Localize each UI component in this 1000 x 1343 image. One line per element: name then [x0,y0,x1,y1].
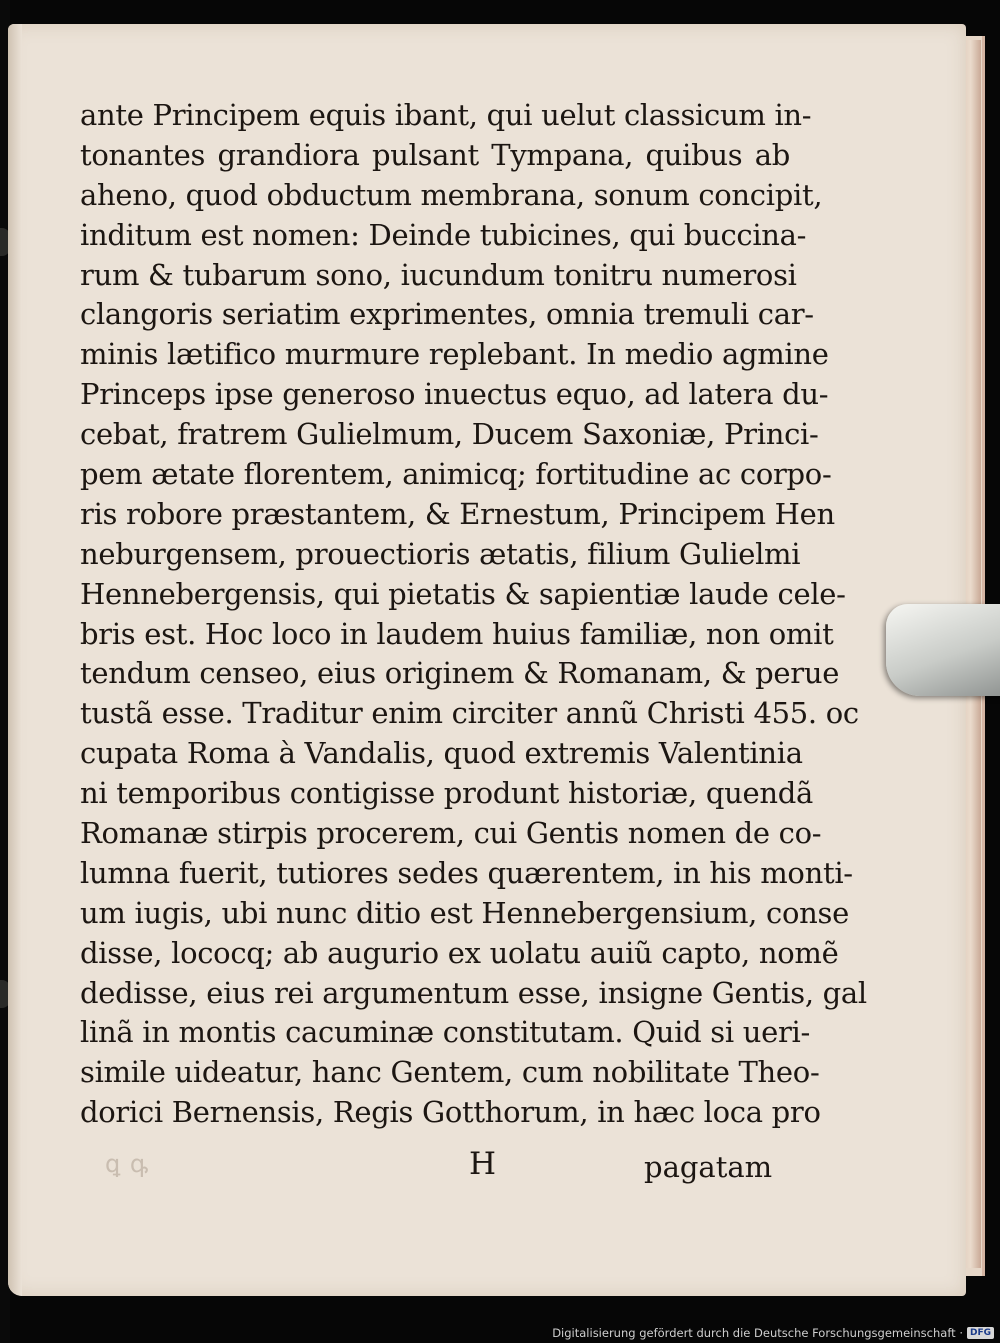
footer-text: Digitalisierung gefördert durch die Deutsche Forschungsgemeinschaft · [552,1326,963,1340]
text-line: Romanæ stirpis procerem, cui Gentis nomen de co‑ [80,816,822,851]
text-line: cupata Roma à Vandalis, quod extremis Valentinia [80,736,803,771]
text-line: tendum censeo, eius originem & Romanam, & perue [80,656,840,691]
dfg-logo-icon: DFG [967,1327,994,1339]
text-line: tustã esse. Traditur enim circiter annũ Christi 455. oc [80,696,859,731]
text-line: aheno, quod obductum membrana, sonum concipit, [80,177,823,212]
text-line: minis lætifico murmure replebant. In medio agmine [80,337,829,372]
catchword: pagatam [644,1150,773,1184]
text-line: neburgensem, prouectioris ætatis, filium Gulielmi [80,536,801,571]
text-line: linã in montis cacuminæ constitutam. Quid si ueri‑ [80,1015,811,1050]
text-line: cebat, fratrem Gulielmum, Ducem Saxoniæ, Princi‑ [80,417,819,452]
show-through-text: ꝓ ꝑ [104,1150,149,1178]
text-line: ante Principem equis ibant, qui uelut classicum in‑ [80,98,812,132]
text-line: pem ætate florentem, animicq; fortitudine ac corpo‑ [80,457,832,492]
text-line: ni temporibus contigisse produnt historiæ, quendã [80,776,813,811]
text-line: bris est. Hoc loco in laudem huius familiæ, non omit [80,616,834,651]
text-line: um iugis, ubi nunc ditio est Hennebergensium, conse [80,895,849,930]
text-block [80,96,867,1133]
text-line: tonantes grandiora pulsant Tympana, quibus ab [80,137,790,172]
text-line: dedisse, eius rei argumentum esse, insigne Gentis, gal [80,975,867,1010]
page-clip-tab [886,604,1000,696]
text-line: Princeps ipse generoso inuectus equo, ad latera du‑ [80,377,829,412]
text-line: dorici Bernensis, Regis Gotthorum, in hæc loca pro [80,1095,821,1130]
text-line: ris robore præstantem, & Ernestum, Principem Hen [80,496,835,531]
book-page [8,24,966,1296]
text-line: inditum est nomen: Deinde tubicines, qui buccina‑ [80,217,807,252]
digitization-footer [552,1326,994,1340]
text-line: clangoris seriatim exprimentes, omnia tremuli car‑ [80,297,814,332]
text-line: simile uideatur, hanc Gentem, cum nobilitate Theo‑ [80,1055,820,1090]
text-line: lumna fuerit, tutiores sedes quærentem, in his monti‑ [80,855,853,890]
signature-mark: H [469,1146,497,1182]
text-line: disse, lococq; ab augurio ex uolatu auiũ capto, nomẽ [80,935,839,970]
text-line: rum & tubarum sono, iucundum tonitru numerosi [80,257,797,292]
text-line: Hennebergensis, qui pietatis & sapientiæ laude cele‑ [80,576,846,611]
